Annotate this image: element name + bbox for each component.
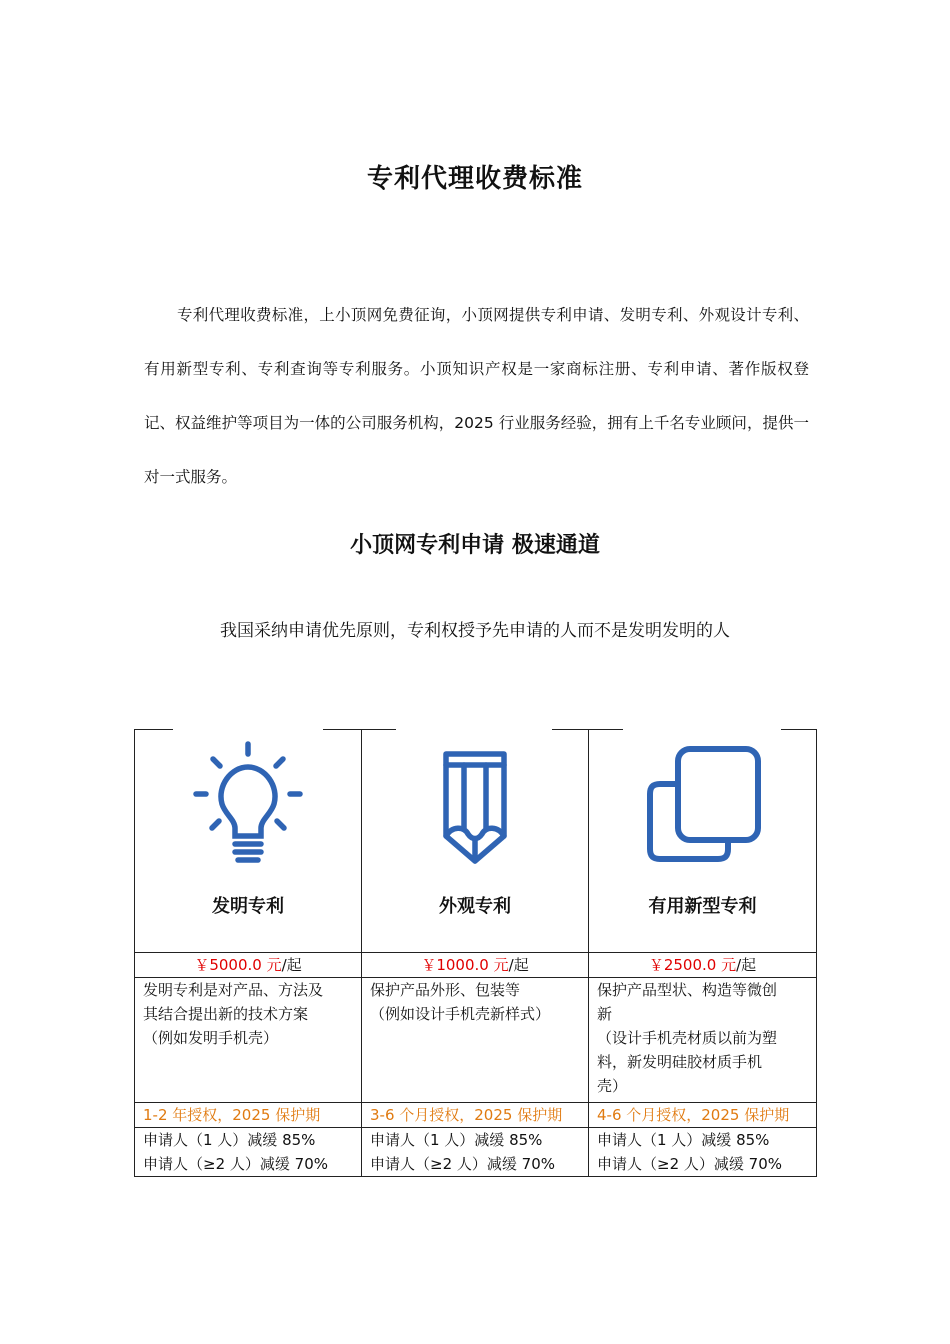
grant-cell: 3-6 个月授权，2025 保护期 [362, 1103, 589, 1128]
description-line: 新 [597, 1005, 613, 1023]
description-line: 其结合提出新的技术方案 [143, 1005, 309, 1023]
border-gap [623, 728, 781, 732]
description-line: （例如发明手机壳） [143, 1029, 279, 1047]
reduction-multi: 申请人（≥2 人）减缓 70% [143, 1155, 328, 1173]
description-line: （例如设计手机壳新样式） [370, 1005, 551, 1023]
description-line: 壳） [597, 1077, 628, 1095]
product-name: 有用新型专利 [648, 896, 757, 917]
price-value: ￥2500.0 元 [648, 956, 737, 974]
description-line: 发明专利是对产品、方法及 [143, 981, 324, 999]
fee-table [134, 729, 817, 1177]
grant-cell: 4-6 个月授权，2025 保护期 [589, 1103, 817, 1128]
price-cell [589, 953, 817, 978]
section-subtitle: 小顶网专利申请 极速通道 [350, 533, 600, 558]
reduction-row [135, 1128, 817, 1177]
intro-paragraph: 专利代理收费标准，上小顶网免费征询，小顶网提供专利申请、发明专利、外观设计专利、有用新型专利、专利查询等专利服务。小顶知识产权是一家商标注册、专利申请、著作版权登记、权益维护等项目为一体的公司服务机构，2025 行业服务经验，拥有上千名专业顾问，提供一对一式服务。 [144, 306, 809, 486]
principle-text: 我国采纳申请优先原则，专利权授予先申请的人而不是发明发明的人 [220, 621, 730, 641]
reduction-single: 申请人（1 人）减缓 85% [370, 1131, 543, 1149]
border-gap [173, 728, 323, 732]
reduction-multi: 申请人（≥2 人）减缓 70% [370, 1155, 555, 1173]
grant-cell: 1-2 年授权，2025 保护期 [135, 1103, 362, 1128]
reduction-cell [362, 1128, 589, 1177]
product-name: 外观专利 [439, 896, 511, 917]
product-cell-design [362, 730, 589, 953]
description-line: 保护产品外形、包装等 [370, 981, 521, 999]
reduction-cell [589, 1128, 817, 1177]
reduction-single: 申请人（1 人）减缓 85% [143, 1131, 316, 1149]
reduction-multi: 申请人（≥2 人）减缓 70% [597, 1155, 782, 1173]
price-value: ￥5000.0 元 [194, 956, 282, 974]
price-cell [135, 953, 362, 978]
description-line: 保护产品型状、构造等微创 [597, 981, 778, 999]
lightbulb-icon [193, 740, 303, 864]
price-row [135, 953, 817, 978]
price-suffix: /起 [736, 956, 757, 974]
price-value: ￥1000.0 元 [421, 956, 509, 974]
copy-icon [638, 740, 768, 864]
description-cell [589, 978, 817, 1103]
price-suffix: /起 [281, 956, 302, 974]
description-line: 料，新发明硅胶材质手机 [597, 1053, 763, 1071]
price-cell [362, 953, 589, 978]
icon-row [135, 730, 817, 953]
description-line: （设计手机壳材质以前为塑 [597, 1029, 778, 1047]
reduction-cell [135, 1128, 362, 1177]
pencil-icon [420, 740, 530, 864]
description-cell [135, 978, 362, 1103]
product-name: 发明专利 [212, 896, 284, 917]
grant-row [135, 1103, 817, 1128]
product-cell-utility [589, 730, 817, 953]
price-suffix: /起 [508, 956, 529, 974]
description-row [135, 978, 817, 1103]
description-cell [362, 978, 589, 1103]
page-title: 专利代理收费标准 [366, 164, 583, 194]
product-cell-invention [135, 730, 362, 953]
border-gap [396, 728, 552, 732]
reduction-single: 申请人（1 人）减缓 85% [597, 1131, 770, 1149]
